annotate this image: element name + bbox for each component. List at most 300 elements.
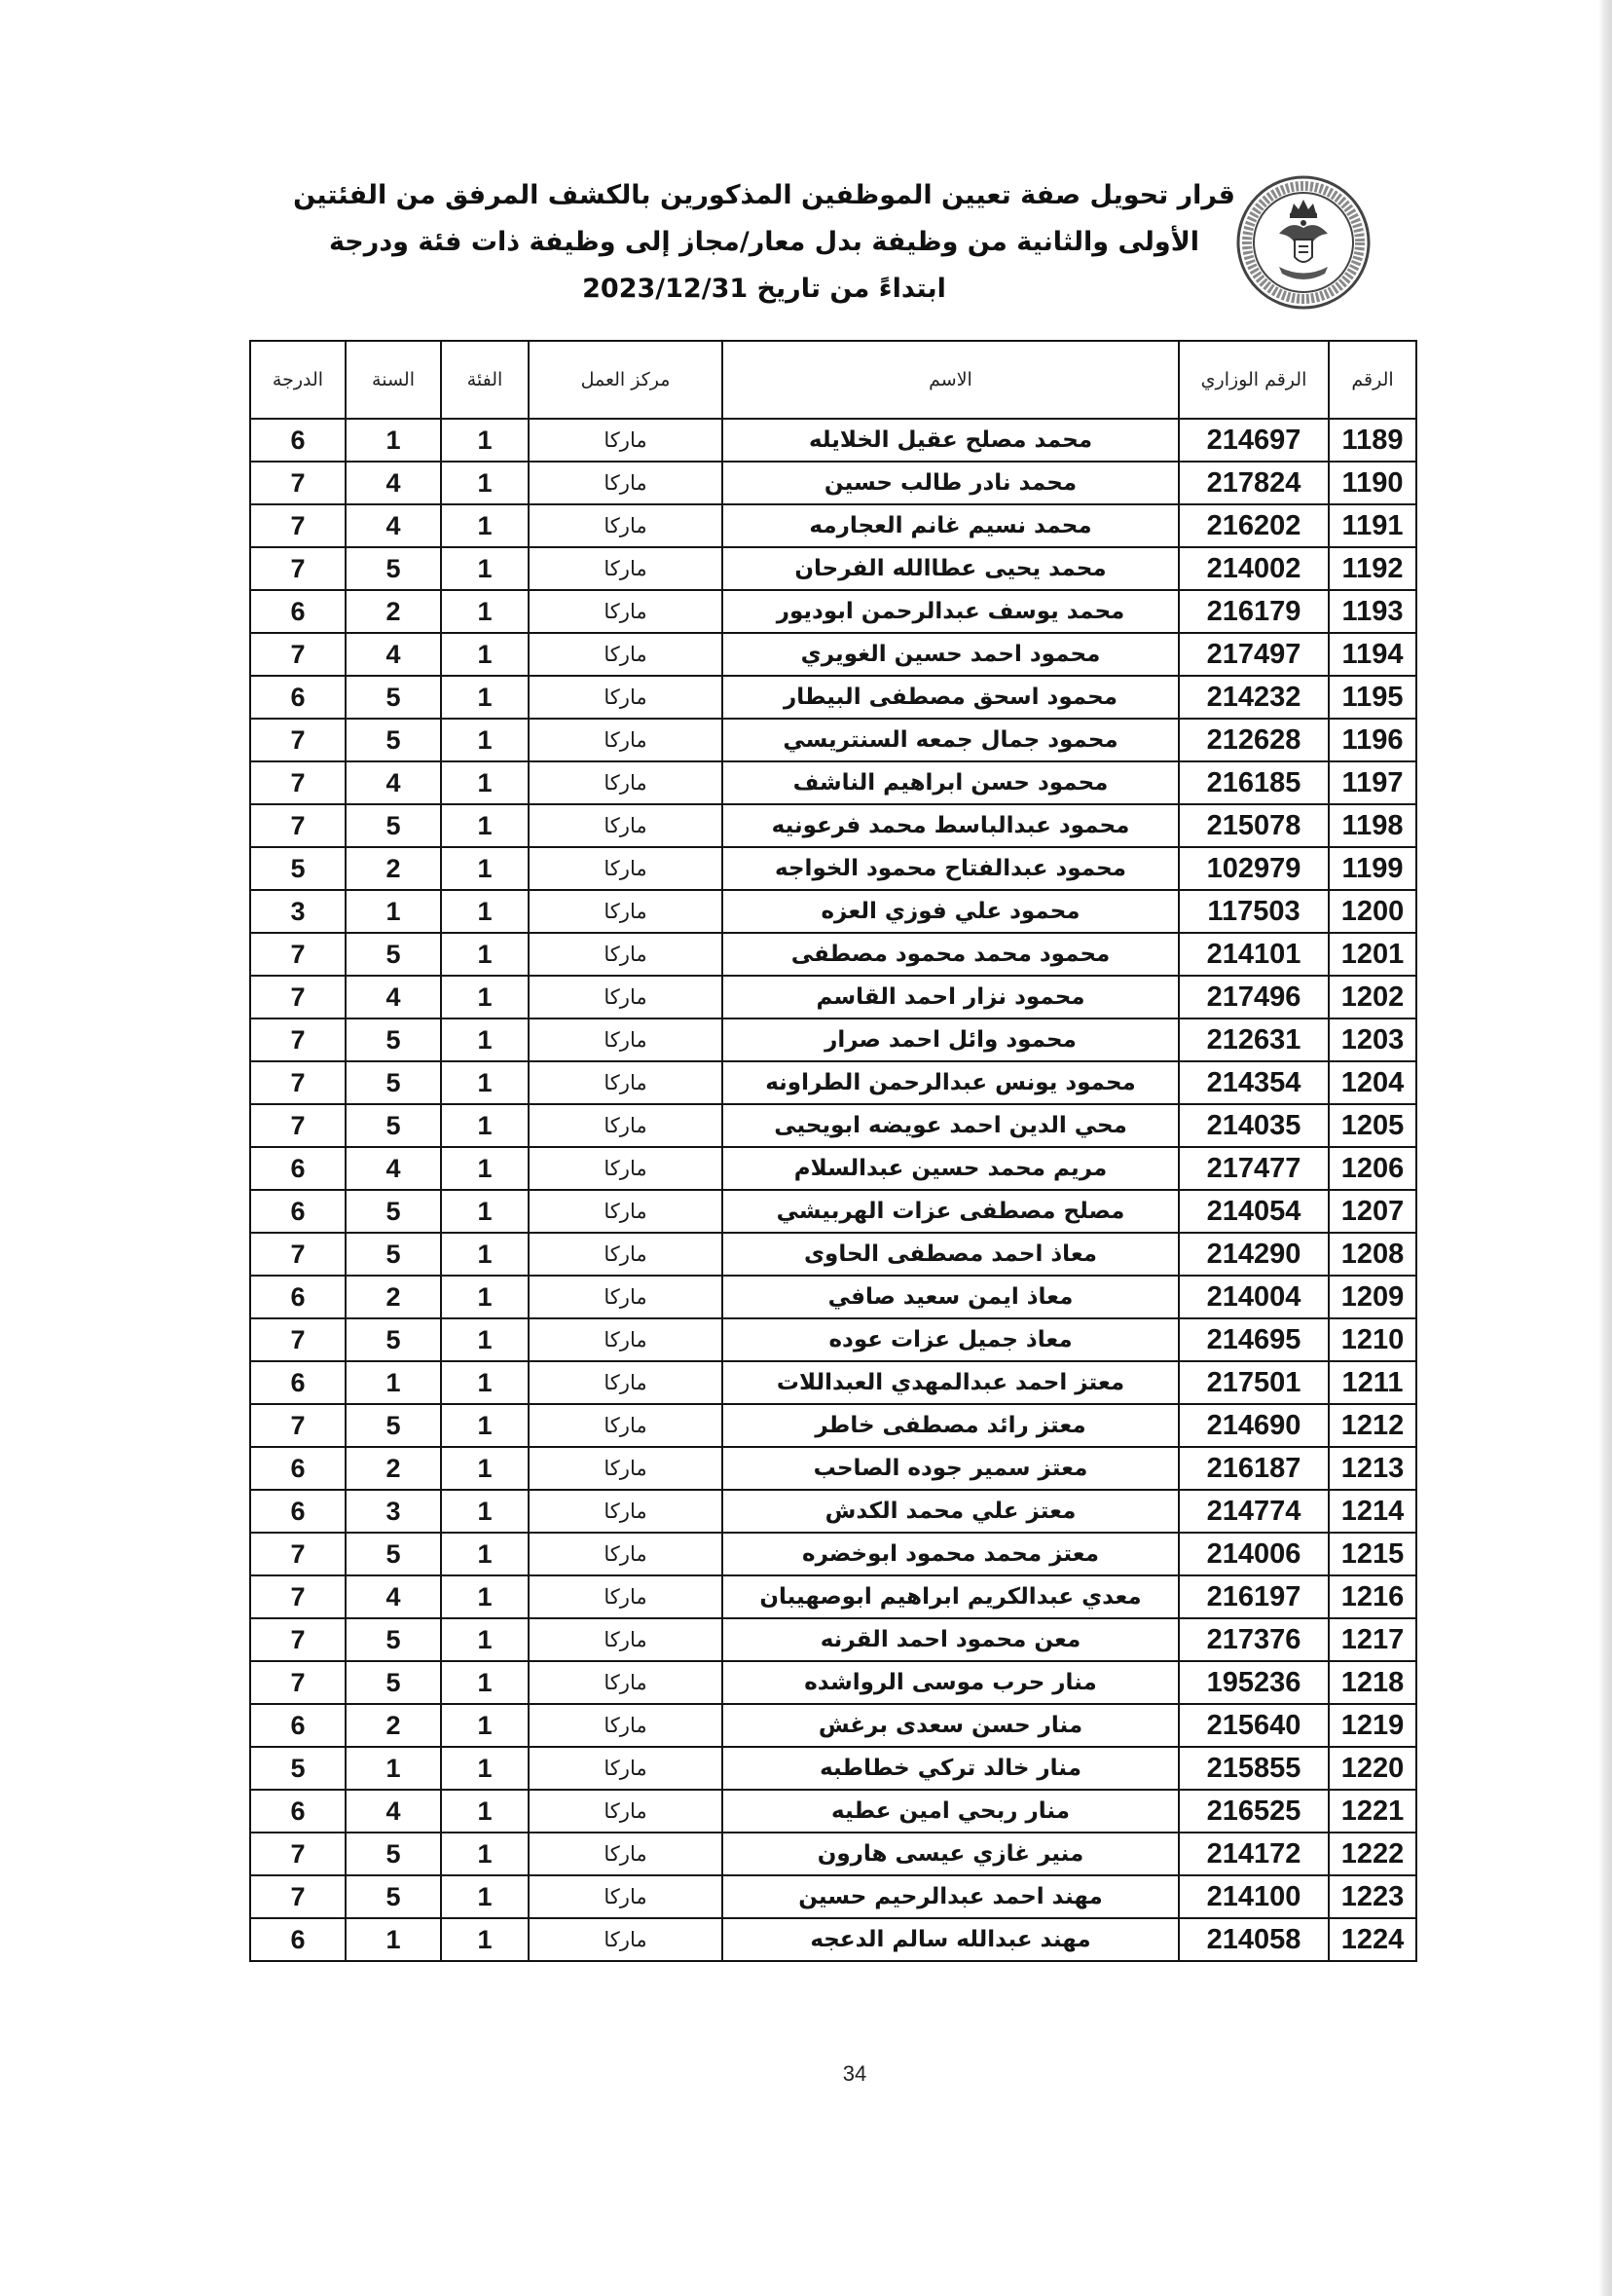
ministry-number-cell: 214002 <box>1178 548 1328 589</box>
work-center-cell: ماركا <box>528 891 721 932</box>
employee-name-cell: معتز احمد عبدالمهدي العبداللات <box>721 1362 1178 1403</box>
work-center-cell: ماركا <box>528 1491 721 1532</box>
year-cell: 5 <box>345 1234 440 1275</box>
year-cell: 5 <box>345 934 440 975</box>
category-cell: 1 <box>440 1576 528 1617</box>
category-cell: 1 <box>440 1876 528 1917</box>
employee-name-cell: مهند عبدالله سالم الدعجه <box>721 1919 1178 1960</box>
row-number-cell: 1206 <box>1328 1148 1415 1189</box>
category-cell: 1 <box>440 1019 528 1060</box>
employee-name-cell: محمد يوسف عبدالرحمن ابوديور <box>721 591 1178 632</box>
table-row <box>251 1876 1415 1919</box>
ministry-number-cell: 216202 <box>1178 505 1328 546</box>
employee-name-cell: محمود حسن ابراهيم الناشف <box>721 762 1178 803</box>
work-center-cell: ماركا <box>528 934 721 975</box>
employee-name-cell: مهند احمد عبدالرحيم حسين <box>721 1876 1178 1917</box>
ministry-number-cell: 216179 <box>1178 591 1328 632</box>
work-center-cell: ماركا <box>528 1062 721 1103</box>
row-number-cell: 1208 <box>1328 1234 1415 1275</box>
work-center-cell: ماركا <box>528 591 721 632</box>
header-name: الاسم <box>721 342 1178 418</box>
employee-name-cell: منير غازي عيسى هارون <box>721 1833 1178 1874</box>
category-cell: 1 <box>440 1491 528 1532</box>
grade-cell: 7 <box>290 767 306 797</box>
year-cell: 2 <box>345 1277 440 1317</box>
employee-name-cell: معتز سمير جوده الصاحب <box>721 1448 1178 1489</box>
work-center-cell: ماركا <box>528 1534 721 1574</box>
category-cell: 1 <box>440 463 528 503</box>
grade-cell: 3 <box>290 896 306 926</box>
category-cell: 1 <box>440 1833 528 1874</box>
employee-name-cell: محمود علي فوزي العزه <box>721 891 1178 932</box>
row-number-cell: 1207 <box>1328 1191 1415 1232</box>
employee-name-cell: محمود عبدالباسط محمد فرعونيه <box>721 805 1178 846</box>
work-center-cell: ماركا <box>528 505 721 546</box>
table-row <box>251 1919 1415 1960</box>
year-cell: 4 <box>345 463 440 503</box>
row-number-cell: 1201 <box>1328 934 1415 975</box>
year-cell: 5 <box>345 1191 440 1232</box>
table-header-row <box>251 342 1415 420</box>
employee-name-cell: محمد مصلح عقيل الخلايله <box>721 420 1178 461</box>
table-row <box>251 977 1415 1019</box>
employee-name-cell: منار حسن سعدى برغش <box>721 1705 1178 1746</box>
grade-cell: 6 <box>290 682 306 712</box>
grade-cell: 7 <box>290 1410 306 1440</box>
row-number-cell: 1189 <box>1328 420 1415 461</box>
employee-name-cell: محمد نسيم غانم العجارمه <box>721 505 1178 546</box>
employee-name-cell: معاذ ايمن سعيد صافي <box>721 1277 1178 1317</box>
year-cell: 5 <box>345 1662 440 1703</box>
employee-name-cell: منار خالد تركي خطاطبه <box>721 1748 1178 1789</box>
table-row <box>251 505 1415 548</box>
category-cell: 1 <box>440 634 528 675</box>
category-cell: 1 <box>440 1319 528 1360</box>
grade-cell: 7 <box>290 1667 306 1697</box>
row-number-cell: 1209 <box>1328 1277 1415 1317</box>
employee-name-cell: معاذ احمد مصطفى الحاوى <box>721 1234 1178 1275</box>
grade-cell: 7 <box>290 467 306 498</box>
work-center-cell: ماركا <box>528 1662 721 1703</box>
grade-cell: 7 <box>290 510 306 540</box>
ministry-number-cell: 214354 <box>1178 1062 1328 1103</box>
row-number-cell: 1219 <box>1328 1705 1415 1746</box>
grade-cell: 7 <box>290 639 306 669</box>
work-center-cell: ماركا <box>528 1362 721 1403</box>
table-row <box>251 1576 1415 1619</box>
work-center-cell: ماركا <box>528 1448 721 1489</box>
category-cell: 1 <box>440 1919 528 1960</box>
employee-name-cell: معدي عبدالكريم ابراهيم ابوصهيبان <box>721 1576 1178 1617</box>
table-body <box>251 420 1415 1960</box>
year-cell: 5 <box>345 548 440 589</box>
grade-cell: 6 <box>290 1367 306 1397</box>
title-line-2: الأولى والثانية من وظيفة بدل معار/مجاز إلى وظيفة ذات فئة ودرجة <box>328 226 1200 257</box>
work-center-cell: ماركا <box>528 463 721 503</box>
category-cell: 1 <box>440 420 528 461</box>
table-row <box>251 848 1415 891</box>
ministry-number-cell: 216525 <box>1178 1791 1328 1832</box>
work-center-cell: ماركا <box>528 1105 721 1146</box>
grade-cell: 7 <box>290 981 306 1012</box>
category-cell: 1 <box>440 1362 528 1403</box>
year-cell: 4 <box>345 505 440 546</box>
year-cell: 4 <box>345 1791 440 1832</box>
row-number-cell: 1217 <box>1328 1619 1415 1660</box>
category-cell: 1 <box>440 505 528 546</box>
ministry-number-cell: 102979 <box>1178 848 1328 889</box>
grade-cell: 6 <box>290 1281 306 1312</box>
grade-cell: 6 <box>290 425 306 455</box>
row-number-cell: 1194 <box>1328 634 1415 675</box>
ministry-number-cell: 214006 <box>1178 1534 1328 1574</box>
scan-edge-shading <box>1598 0 1612 2296</box>
row-number-cell: 1214 <box>1328 1491 1415 1532</box>
work-center-cell: ماركا <box>528 548 721 589</box>
ministry-number-cell: 214232 <box>1178 677 1328 718</box>
work-center-cell: ماركا <box>528 1148 721 1189</box>
work-center-cell: ماركا <box>528 720 721 760</box>
grade-cell: 6 <box>290 1496 306 1526</box>
category-cell: 1 <box>440 677 528 718</box>
category-cell: 1 <box>440 1405 528 1446</box>
grade-cell: 7 <box>290 810 306 840</box>
ministry-number-cell: 214290 <box>1178 1234 1328 1275</box>
year-cell: 3 <box>345 1491 440 1532</box>
grade-cell: 7 <box>290 1024 306 1055</box>
employee-table <box>249 340 1417 1962</box>
table-row <box>251 591 1415 634</box>
table-row <box>251 1534 1415 1576</box>
table-row <box>251 1619 1415 1662</box>
table-row <box>251 1105 1415 1148</box>
year-cell: 4 <box>345 977 440 1018</box>
employee-name-cell: محمود محمد محمود مصطفى <box>721 934 1178 975</box>
ministry-number-cell: 216197 <box>1178 1576 1328 1617</box>
grade-cell: 7 <box>290 1067 306 1097</box>
category-cell: 1 <box>440 1062 528 1103</box>
ministry-number-cell: 216187 <box>1178 1448 1328 1489</box>
row-number-cell: 1211 <box>1328 1362 1415 1403</box>
year-cell: 2 <box>345 848 440 889</box>
work-center-cell: ماركا <box>528 1405 721 1446</box>
header-work-center: مركز العمل <box>528 342 721 418</box>
employee-name-cell: مصلح مصطفى عزات الهربيشي <box>721 1191 1178 1232</box>
header-year: السنة <box>345 342 440 418</box>
ministry-number-cell: 216185 <box>1178 762 1328 803</box>
work-center-cell: ماركا <box>528 1876 721 1917</box>
year-cell: 5 <box>345 805 440 846</box>
category-cell: 1 <box>440 805 528 846</box>
category-cell: 1 <box>440 591 528 632</box>
row-number-cell: 1190 <box>1328 463 1415 503</box>
category-cell: 1 <box>440 762 528 803</box>
ministry-number-cell: 212628 <box>1178 720 1328 760</box>
category-cell: 1 <box>440 1791 528 1832</box>
table-row <box>251 677 1415 720</box>
work-center-cell: ماركا <box>528 1576 721 1617</box>
grade-cell: 7 <box>290 1110 306 1140</box>
table-row <box>251 1191 1415 1234</box>
employee-name-cell: معاذ جميل عزات عوده <box>721 1319 1178 1360</box>
row-number-cell: 1205 <box>1328 1105 1415 1146</box>
employee-name-cell: محمود جمال جمعه السنتريسي <box>721 720 1178 760</box>
row-number-cell: 1195 <box>1328 677 1415 718</box>
work-center-cell: ماركا <box>528 1705 721 1746</box>
table-row <box>251 548 1415 591</box>
work-center-cell: ماركا <box>528 762 721 803</box>
ministry-number-cell: 195236 <box>1178 1662 1328 1703</box>
work-center-cell: ماركا <box>528 1748 721 1789</box>
year-cell: 2 <box>345 591 440 632</box>
row-number-cell: 1196 <box>1328 720 1415 760</box>
table-row <box>251 1833 1415 1876</box>
row-number-cell: 1222 <box>1328 1833 1415 1874</box>
ministry-number-cell: 217376 <box>1178 1619 1328 1660</box>
category-cell: 1 <box>440 1277 528 1317</box>
ministry-number-cell: 214774 <box>1178 1491 1328 1532</box>
category-cell: 1 <box>440 1234 528 1275</box>
category-cell: 1 <box>440 1105 528 1146</box>
work-center-cell: ماركا <box>528 1019 721 1060</box>
table-row <box>251 634 1415 677</box>
table-row <box>251 1362 1415 1405</box>
table-row <box>251 720 1415 762</box>
table-row <box>251 1748 1415 1791</box>
category-cell: 1 <box>440 1619 528 1660</box>
category-cell: 1 <box>440 934 528 975</box>
employee-name-cell: محمد نادر طالب حسين <box>721 463 1178 503</box>
year-cell: 4 <box>345 1148 440 1189</box>
employee-name-cell: محمود اسحق مصطفى البيطار <box>721 677 1178 718</box>
work-center-cell: ماركا <box>528 805 721 846</box>
row-number-cell: 1193 <box>1328 591 1415 632</box>
year-cell: 1 <box>345 1748 440 1789</box>
category-cell: 1 <box>440 1448 528 1489</box>
grade-cell: 7 <box>290 1838 306 1869</box>
employee-name-cell: معتز رائد مصطفى خاطر <box>721 1405 1178 1446</box>
header-ministry-number: الرقم الوزاري <box>1178 342 1328 418</box>
row-number-cell: 1200 <box>1328 891 1415 932</box>
ministry-seal-icon <box>1234 173 1373 312</box>
grade-cell: 7 <box>290 724 306 755</box>
table-row <box>251 1019 1415 1062</box>
employee-name-cell: محمود يونس عبدالرحمن الطراونه <box>721 1062 1178 1103</box>
table-row <box>251 891 1415 934</box>
employee-name-cell: منار ربحي امين عطيه <box>721 1791 1178 1832</box>
grade-cell: 5 <box>290 853 306 883</box>
category-cell: 1 <box>440 1148 528 1189</box>
grade-cell: 6 <box>290 596 306 626</box>
ministry-number-cell: 214035 <box>1178 1105 1328 1146</box>
year-cell: 1 <box>345 1362 440 1403</box>
row-number-cell: 1210 <box>1328 1319 1415 1360</box>
row-number-cell: 1220 <box>1328 1748 1415 1789</box>
work-center-cell: ماركا <box>528 1919 721 1960</box>
grade-cell: 6 <box>290 1153 306 1183</box>
row-number-cell: 1224 <box>1328 1919 1415 1960</box>
grade-cell: 7 <box>290 1881 306 1911</box>
work-center-cell: ماركا <box>528 1619 721 1660</box>
row-number-cell: 1197 <box>1328 762 1415 803</box>
table-row <box>251 1277 1415 1319</box>
year-cell: 5 <box>345 1019 440 1060</box>
grade-cell: 6 <box>290 1453 306 1483</box>
title-line-1: قرار تحويل صفة تعيين الموظفين المذكورين بالكشف المرفق من الفئتين <box>293 179 1235 210</box>
ministry-number-cell: 217824 <box>1178 463 1328 503</box>
title-line-3: ابتداءً من تاريخ 2023/12/31 <box>582 273 946 304</box>
grade-cell: 7 <box>290 1624 306 1654</box>
year-cell: 5 <box>345 1534 440 1574</box>
ministry-number-cell: 214004 <box>1178 1277 1328 1317</box>
grade-cell: 6 <box>290 1196 306 1226</box>
row-number-cell: 1198 <box>1328 805 1415 846</box>
category-cell: 1 <box>440 848 528 889</box>
row-number-cell: 1213 <box>1328 1448 1415 1489</box>
category-cell: 1 <box>440 1662 528 1703</box>
row-number-cell: 1216 <box>1328 1576 1415 1617</box>
year-cell: 5 <box>345 720 440 760</box>
table-row <box>251 1148 1415 1191</box>
table-row <box>251 1662 1415 1705</box>
table-row <box>251 1791 1415 1833</box>
table-row <box>251 1319 1415 1362</box>
table-row <box>251 463 1415 505</box>
grade-cell: 5 <box>290 1753 306 1783</box>
ministry-number-cell: 214101 <box>1178 934 1328 975</box>
row-number-cell: 1191 <box>1328 505 1415 546</box>
year-cell: 1 <box>345 1919 440 1960</box>
grade-cell: 6 <box>290 1796 306 1826</box>
work-center-cell: ماركا <box>528 1191 721 1232</box>
year-cell: 5 <box>345 1619 440 1660</box>
category-cell: 1 <box>440 548 528 589</box>
grade-cell: 7 <box>290 1581 306 1611</box>
ministry-number-cell: 215078 <box>1178 805 1328 846</box>
row-number-cell: 1199 <box>1328 848 1415 889</box>
category-cell: 1 <box>440 1191 528 1232</box>
employee-name-cell: منار حرب موسى الرواشده <box>721 1662 1178 1703</box>
year-cell: 2 <box>345 1448 440 1489</box>
row-number-cell: 1212 <box>1328 1405 1415 1446</box>
employee-name-cell: مريم محمد حسين عبدالسلام <box>721 1148 1178 1189</box>
grade-cell: 6 <box>290 1710 306 1740</box>
ministry-number-cell: 214054 <box>1178 1191 1328 1232</box>
employee-name-cell: معتز محمد محمود ابوخضره <box>721 1534 1178 1574</box>
table-row <box>251 1062 1415 1105</box>
employee-name-cell: معتز علي محمد الكدش <box>721 1491 1178 1532</box>
year-cell: 5 <box>345 1062 440 1103</box>
work-center-cell: ماركا <box>528 1277 721 1317</box>
category-cell: 1 <box>440 891 528 932</box>
category-cell: 1 <box>440 720 528 760</box>
ministry-number-cell: 214100 <box>1178 1876 1328 1917</box>
ministry-number-cell: 215640 <box>1178 1705 1328 1746</box>
grade-cell: 7 <box>290 1324 306 1354</box>
header-grade: الدرجة <box>272 369 324 390</box>
year-cell: 5 <box>345 1833 440 1874</box>
year-cell: 1 <box>345 420 440 461</box>
row-number-cell: 1221 <box>1328 1791 1415 1832</box>
grade-cell: 7 <box>290 939 306 969</box>
year-cell: 4 <box>345 762 440 803</box>
year-cell: 5 <box>345 1405 440 1446</box>
header-category: الفئة <box>440 342 528 418</box>
row-number-cell: 1215 <box>1328 1534 1415 1574</box>
work-center-cell: ماركا <box>528 420 721 461</box>
year-cell: 5 <box>345 1876 440 1917</box>
employee-name-cell: معن محمود احمد القرنه <box>721 1619 1178 1660</box>
table-row <box>251 1705 1415 1748</box>
table-row <box>251 420 1415 463</box>
category-cell: 1 <box>440 977 528 1018</box>
ministry-number-cell: 214695 <box>1178 1319 1328 1360</box>
work-center-cell: ماركا <box>528 1234 721 1275</box>
ministry-number-cell: 217497 <box>1178 634 1328 675</box>
year-cell: 4 <box>345 1576 440 1617</box>
ministry-number-cell: 215855 <box>1178 1748 1328 1789</box>
table-row <box>251 1448 1415 1491</box>
ministry-number-cell: 217501 <box>1178 1362 1328 1403</box>
ministry-number-cell: 117503 <box>1178 891 1328 932</box>
year-cell: 1 <box>345 891 440 932</box>
table-row <box>251 1491 1415 1534</box>
work-center-cell: ماركا <box>528 848 721 889</box>
ministry-number-cell: 214697 <box>1178 420 1328 461</box>
row-number-cell: 1204 <box>1328 1062 1415 1103</box>
page-number: 34 <box>842 2061 867 2086</box>
work-center-cell: ماركا <box>528 677 721 718</box>
table-row <box>251 1405 1415 1448</box>
row-number-cell: 1203 <box>1328 1019 1415 1060</box>
year-cell: 5 <box>345 677 440 718</box>
employee-name-cell: محمد يحيى عطاالله الفرحان <box>721 548 1178 589</box>
employee-name-cell: محمود احمد حسين الغويري <box>721 634 1178 675</box>
year-cell: 2 <box>345 1705 440 1746</box>
work-center-cell: ماركا <box>528 1833 721 1874</box>
ministry-number-cell: 212631 <box>1178 1019 1328 1060</box>
work-center-cell: ماركا <box>528 1791 721 1832</box>
employee-name-cell: محمود وائل احمد صرار <box>721 1019 1178 1060</box>
table-row <box>251 805 1415 848</box>
category-cell: 1 <box>440 1534 528 1574</box>
category-cell: 1 <box>440 1748 528 1789</box>
work-center-cell: ماركا <box>528 977 721 1018</box>
category-cell: 1 <box>440 1705 528 1746</box>
row-number-cell: 1218 <box>1328 1662 1415 1703</box>
year-cell: 4 <box>345 634 440 675</box>
employee-name-cell: محي الدين احمد عويضه ابويحيى <box>721 1105 1178 1146</box>
work-center-cell: ماركا <box>528 1319 721 1360</box>
ministry-number-cell: 214690 <box>1178 1405 1328 1446</box>
row-number-cell: 1192 <box>1328 548 1415 589</box>
row-number-cell: 1202 <box>1328 977 1415 1018</box>
grade-cell: 6 <box>290 1924 306 1954</box>
ministry-number-cell: 214172 <box>1178 1833 1328 1874</box>
year-cell: 5 <box>345 1319 440 1360</box>
row-number-cell: 1223 <box>1328 1876 1415 1917</box>
ministry-number-cell: 217477 <box>1178 1148 1328 1189</box>
ministry-number-cell: 217496 <box>1178 977 1328 1018</box>
employee-name-cell: محمود عبدالفتاح محمود الخواجه <box>721 848 1178 889</box>
grade-cell: 7 <box>290 553 306 583</box>
header-row-number: الرقم <box>1328 342 1415 418</box>
grade-cell: 7 <box>290 1239 306 1269</box>
grade-cell: 7 <box>290 1538 306 1569</box>
table-row <box>251 934 1415 977</box>
ministry-number-cell: 214058 <box>1178 1919 1328 1960</box>
table-row <box>251 762 1415 805</box>
